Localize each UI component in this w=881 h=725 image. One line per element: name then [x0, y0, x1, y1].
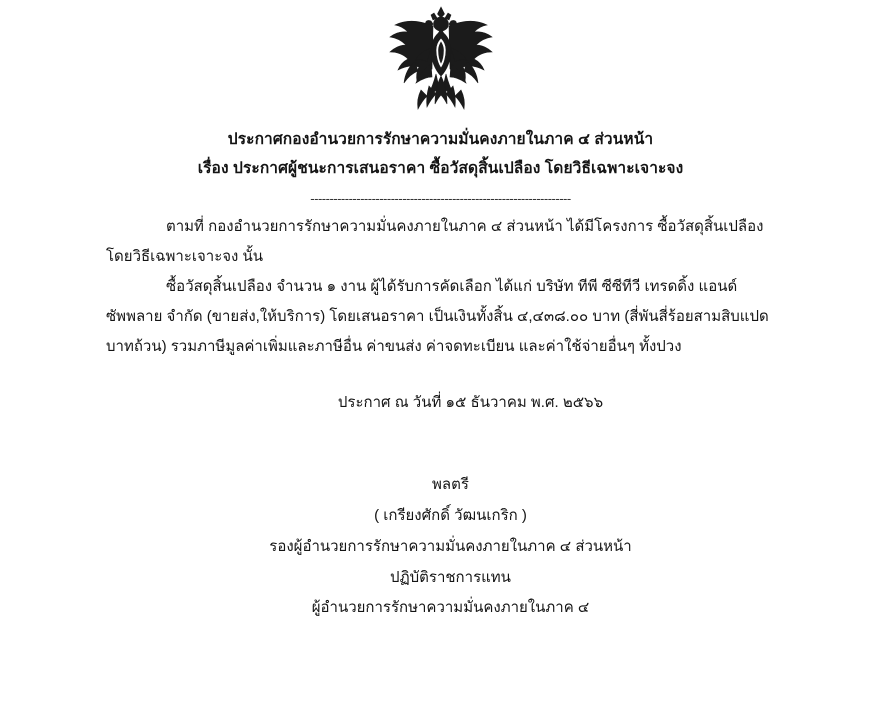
document-heading	[0, 126, 881, 206]
signature-rank: พลตรี	[432, 476, 469, 494]
paragraph-1: ตามที่ กองอำนวยการรักษาความมั่นคงภายในภาค ๔ ส่วนหน้า ได้มีโครงการ ซื้อวัสดุสิ้นเปลือง โดยวิธีเฉพาะเจาะจง นั้น	[106, 218, 764, 266]
signature-authority: ผู้อำนวยการรักษาความมั่นคงภายในภาค ๔	[311, 599, 590, 617]
signature-block	[0, 470, 881, 624]
signature-position: รองผู้อำนวยการรักษาความมั่นคงภายในภาค ๔ ส่วนหน้า	[269, 537, 632, 555]
announcement-date: ประกาศ ณ วันที่ ๑๕ ธันวาคม พ.ศ. ๒๕๖๖	[337, 394, 604, 412]
document-body	[0, 212, 881, 362]
garuda-emblem-icon	[381, 4, 501, 116]
paragraph-2: ซื้อวัสดุสิ้นเปลือง จำนวน ๑ งาน ผู้ได้รับการคัดเลือก ได้แก่ บริษัท ทีพี ซีซีทีวี เทรดดิ้ง แอนด์ ซัพพลาย จำกัด (ขายส่ง,ให้บริการ) โดยเสนอราคา เป็นเงินทั้งสิ้น ๔,๔๓๘.๐๐ บาท (สี่พันสี่ร้อยสามสิบแปดบาทถ้วน) รวมภาษีมูลค่าเพิ่มและภาษีอื่น ค่าขนส่ง ค่าจดทะเบียน และค่าใช้จ่ายอื่นๆ ทั้งปวง	[106, 278, 769, 356]
heading-line-1: ประกาศกองอำนวยการรักษาความมั่นคงภายในภาค ๔ ส่วนหน้า	[227, 131, 654, 148]
emblem-container	[0, 0, 881, 116]
divider-line: --------------------------------------------------------------------	[310, 191, 571, 207]
signature-acting: ปฏิบัติราชการแทน	[390, 568, 511, 586]
signature-name: ( เกรียงศักดิ์ วัฒนเกริก )	[374, 507, 527, 525]
heading-line-2: เรื่อง ประกาศผู้ชนะการเสนอราคา ซื้อวัสดุสิ้นเปลือง โดยวิธีเฉพาะเจาะจง	[197, 159, 684, 177]
